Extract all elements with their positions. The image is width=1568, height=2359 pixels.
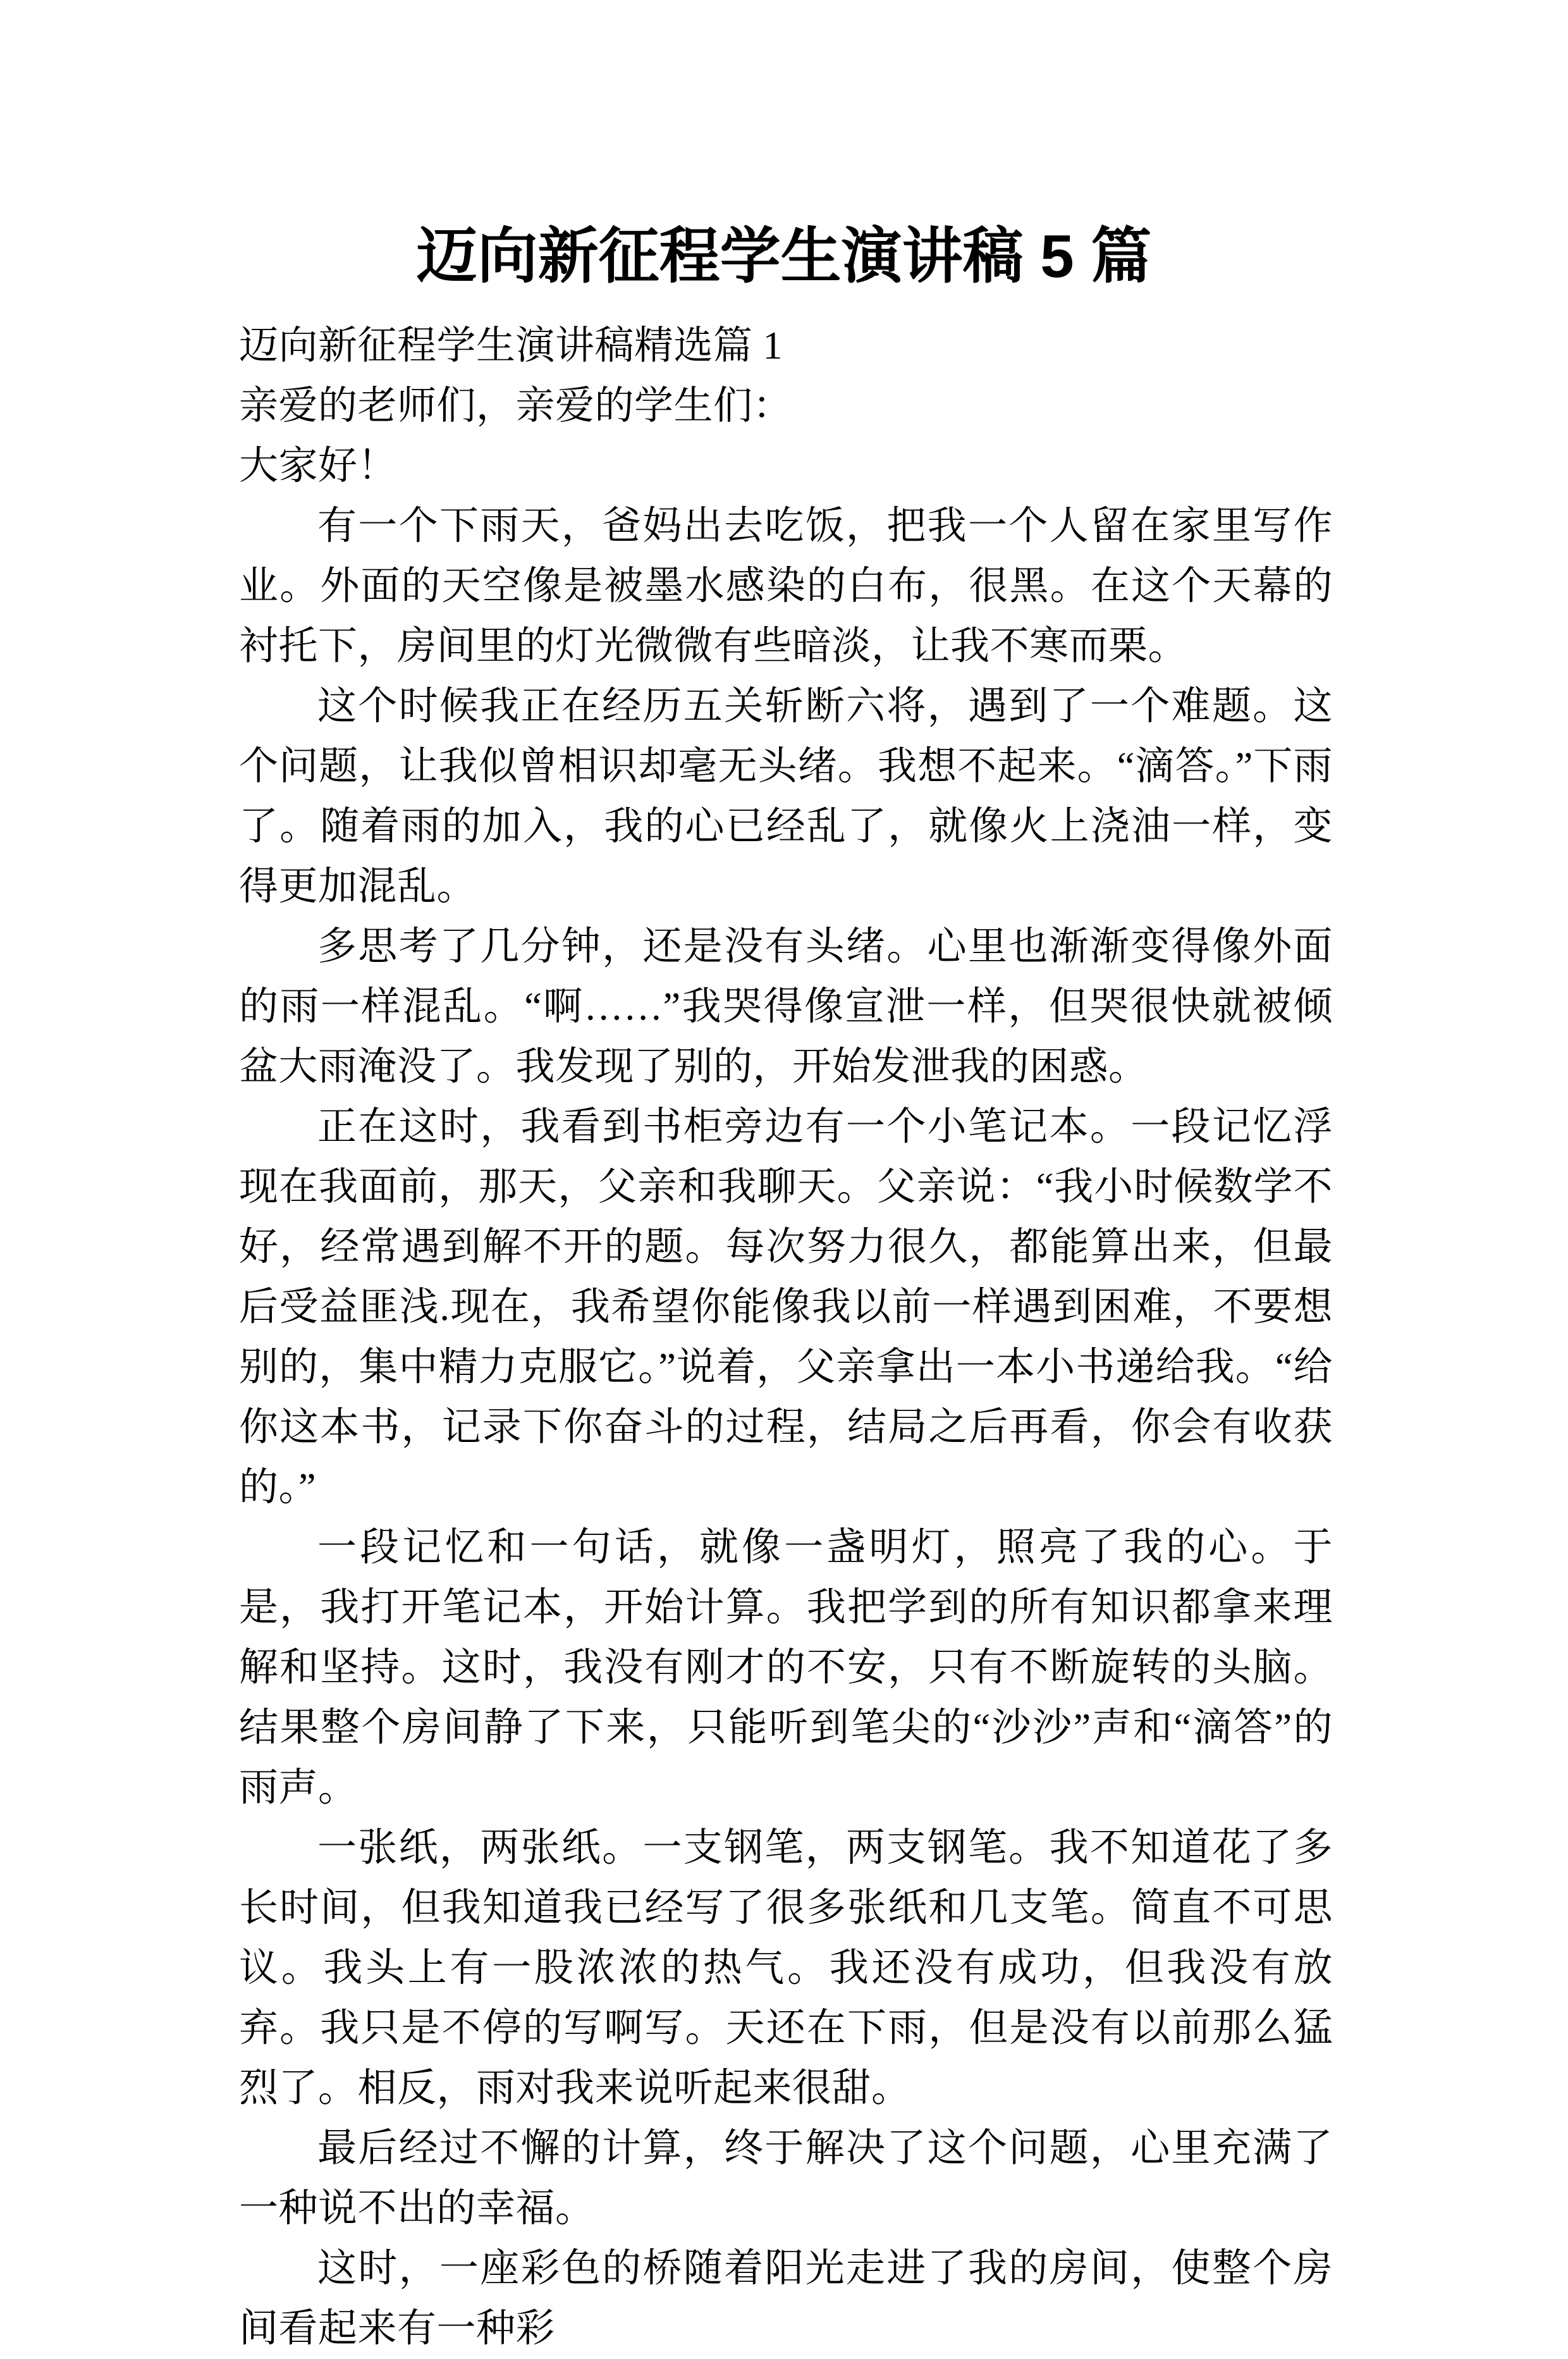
body-paragraph: 这个时候我正在经历五关斩断六将，遇到了一个难题。这个问题，让我似曾相识却毫无头绪。我想不起来。“滴答。”下雨了。随着雨的加入，我的心已经乱了，就像火上浇油一样，变得更加混乱。 (239, 685, 1333, 908)
body-paragraph: 一张纸，两张纸。一支钢笔，两支钢笔。我不知道花了多长时间，但我知道我已经写了很多张纸和几支笔。简直不可思议。我头上有一股浓浓的热气。我还没有成功，但我没有放弃。我只是不停的写啊写。天还在下雨，但是没有以前那么猛烈了。相反，雨对我来说听起来很甜。 (239, 1826, 1333, 2110)
document-body (239, 316, 1333, 2359)
body-paragraph: 最后经过不懈的计算，终于解决了这个问题，心里充满了一种说不出的幸福。 (239, 2127, 1333, 2230)
page-title: 迈向新征程学生演讲稿 5 篇 (416, 223, 1152, 291)
section-heading-line: 迈向新征程学生演讲稿精选篇 1 (239, 324, 783, 367)
greeting-line: 大家好！ (239, 445, 398, 488)
body-paragraph: 多思考了几分钟，还是没有头绪。心里也渐渐变得像外面的雨一样混乱。“啊……”我哭得像宣泄一样，但哭很快就被倾盆大雨淹没了。我发现了别的，开始发泄我的困惑。 (239, 925, 1333, 1088)
body-paragraph: 这时，一座彩色的桥随着阳光走进了我的房间，使整个房间看起来有一种彩 (239, 2247, 1333, 2350)
body-paragraph: 有一个下雨天，爸妈出去吃饭，把我一个人留在家里写作业。外面的天空像是被墨水感染的白布，很黑。在这个天幕的衬托下，房间里的灯光微微有些暗淡，让我不寒而栗。 (239, 505, 1333, 668)
body-paragraph: 一段记忆和一句话，就像一盏明灯，照亮了我的心。于是，我打开笔记本，开始计算。我把学到的所有知识都拿来理解和坚持。这时，我没有刚才的不安，只有不断旋转的头脑。结果整个房间静了下来，只能听到笔尖的“沙沙”声和“滴答”的雨声。 (239, 1526, 1333, 1809)
body-paragraph: 正在这时，我看到书柜旁边有一个小笔记本。一段记忆浮现在我面前，那天，父亲和我聊天。父亲说：“我小时候数学不好，经常遇到解不开的题。每次努力很久，都能算出来，但最后受益匪浅.现在，我希望你能像我以前一样遇到困难，不要想别的，集中精力克服它。”说着，父亲拿出一本小书递给我。“给你这本书，记录下你奋斗的过程，结局之后再看，你会有收获的。” (239, 1106, 1333, 1509)
salutation-line: 亲爱的老师们，亲爱的学生们： (239, 385, 793, 428)
